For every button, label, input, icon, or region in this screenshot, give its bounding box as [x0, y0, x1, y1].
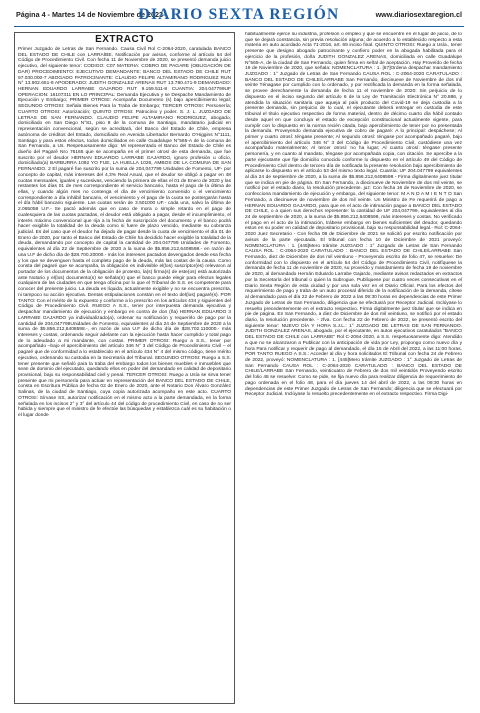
notice-column-right — [243, 32, 464, 704]
notice-heading: EXTRACTO — [95, 34, 154, 45]
notice-body-left: Primer Juzgado de Letras de San Fernando. Causa Civil Rol C-2064-2020, caratulada BANCO DEL ESTADO DE CHILE con LARRAÍBE. Notificación por avisos, conforme al artículo 54 del Código de Procedimiento Civil. Con fecha 11 de Noviembre de 2020, se presentó demanda juicio ejecutivo, del siguiente tenor: CODIGO: C07 MATERIA: COBRO DE PAGARE (OBLIGACIÓN DE DAR) PROCEDIMIENTO: EJECUTIVO DEMANDANTE: BANCO DEL ESTADO DE CHILE RUT 97.030.000-7 ABOGADO PATROCINANTE: CLAUDIO FELIPE ALTAMIRANO RODRIGUEZ RUN N° 13.902.651-9 APODERADO: JUDITH GONZALEZ ARENAS RUT 13.780.471-9 DEMANDADO: HERNAN EDUARDO LARRABE GAJARDO RUT 9.159.511-8 CUANTIA: 204.047799UF OPERACION: 16107311 EN LO PRINCIPAL: Demanda Ejecutiva y se Despache Mandamiento de Ejecución y Embargo; PRIMER OTROSI: Acompaña Documento (s) bajo apercibimiento legal; SEGUNDO OTROSI: Señala Bienes Para la Traba de Embargo; TERCER OTROSI: Personería; CUARTO OTROSI: Autorización; QUINTO OTROSI: Patrocinio y poder. S. J. L. JUZGADO DE LETRAS DE SAN FERNANDO. CLAUDIO FELIPE ALTAMIRANO RODRIGUEZ, abogado, domiciliado en San Diego N°81, piso 8 de la comuna de Santiago, mandatario judicial en representación convencional, según se acreditará, del Banco del Estado de Chile, empresa autónoma de créditos del Estado, domiciliado en Avenida Libertador Bernardo O'Higgins N°1111, Santiago y para estos efectos, todos domiciliados en calle Guadalupe N°565-A de la comuna de San Fernando, a Us. Respetuosamente digo: Mi representado el Banco del Estado de Chile es dueño del Pagaré Nro 76165 que se acompaña en el primer otrosí de esta demanda, que fue suscrito por el deudor HERNAN EDUARDO LARRABE GAJARDO, ignoro profesión u oficio, domiciliado(a) BARBURRA 1092 YO FUE, LA HUELLA 1026, AMBOS DE LA COMUNA DE SAN FERNANDO. 2 El pagaré fue suscrito por la suma de 204,047799 Unidades de Fomento, UF- por concepto de capital, más intereses del 4,3% Real Anual, que el deudor se obligó a pagar en 48 cuotas mensuales, iguales y sucesivas, venciendo la primera de ellas el 01 de Enero de 2020 y las restantes los días 01 de mes correspondiente el servicio bancario, hasta el pago de la última de ellas, y cuando algún mes no contenga el día de vencimiento convenido o el vencimiento correspondiente a día inhábil bancario, el vencimiento y el pago de la cuota se postergarán hasta el día hábil bancario siguiente. Las cuotas serán de 3.501000 UF.- cada una, salvo la última de 2.065058 U.F.- Se pactó además que en caso de mora o simple retardo en el pago de cualesquiera de las cuotas pactadas, el deudor está obligado a pagar, desde el incumplimiento, el interés máximo convencional que rija a la fecha de suscripción del documento y el banco podrá hacer exigible la totalidad de la deuda como si fuere de plazo vencido, mediante su cobranza judicial. Es del caso que el deudor ha dejado de pagar desde la cuota de vencimiento el día 01 de Enero de 2020, por tanto el Banco del Estado de Chile ha decidido hacer exigible la totalidad de la deuda, demandando por concepto de capital la cantidad de 204.047799 Unidades de Fomento, equivalentes al día 22 de Septiembre de 2020 a la suma de $5.856.212,6408598.- en razón de una U.F de dicho día de $28.700.20000.- más los intereses pactados devengados desde esa fecha y los que se devenguen hasta el completo pago de la deuda, más las costas de la causa. Como consta del pagaré que se acompaña, la obligación es indivisible el(los) suscriptor(es) relevaron al portador de los documentos de la obligación de protesto, la(s) firma(s) de este(os) está autorizada ante Notario y el(los) documento(s) se señala(n) que el banco puede elegir para efectos legales cualquiera de las ciudades en que tenga oficina por lo que el Tribunal de S.S. es competente para conocer del presente juicio. La deuda es líquida, actualmente exigible y no se encuentra prescrita, ni tampoco su acción ejecutiva. Dentas estipulaciones constan en el texto del(los) pagaré(s). POR TANTO: Con el mérito de lo expuesto y conforme a lo prescrito en los artículos 434 y siguientes del Código de Procedimiento Civil. RUEGO A S.S., tener por interpuesta demanda ejecutiva y despachar mandamiento de ejecución y embargo en contra de don (ña) HERNAN EDUARDO 3 LARRABE GAJARDO ya individualizado(a), ordenar su notificación y requerirlo de pago por la cantidad de 204,047799Unidades de Fomento, equivalentes al día 24 de Septiembre de 2020 a la suma de $5.856.212,6408598.-, en razón de una U.F de dicho día de $28.702.110000.- más intereses y costas, ordenando seguir adelante con la ejecución hasta hacer cumplido y total pago de lo adeudado a mi mandante, con costas. PRIMER OTROSI: Ruego a S.S., tener por acompañado –bajo el apercibimiento del artículo 346 N° 3 del Código de Procedimiento Civil – el pagaré que de conformidad a lo establecido en el artículo 434 N° 4 del mismo código, tiene mérito ejecutivo, ordenando su custodia en la Secretaría del Tribunal. SEGUNDO OTROSI: Ruego a S.S. tener presente que señaló para la traba del embargo todos los bienes muebles e inmuebles que sean de dominio del ejecutado, quedando ellos en poder del demandado en calidad de depositario provisional, bajo su responsabilidad civil y penal. TERCER OTROSI: Ruego a Usía se sirva tener presente que mi personería para actuar en representación del BANCO DEL ESTADO DE CHILE, consta en Escritura Pública de fecha 02 de Enero de 2020, ante el Notario Don Álvaro González Salinas, de la ciudad de Santiago, cuya copia autorizada acompaño en este acto. CUARTO OTROSI: Sírvase SS, autorizar notificación en el mismo acto a la parte demandada, en la forma señalada en los incisos 2° y 3° del artículo 44 del código de procedimiento Civil, en caso de no ser habida y siempre que el ministro de fe efectúe las búsquedas y establezca cuál es su habitación o el lugar donde — [18, 47, 232, 418]
notice-column-left — [14, 32, 235, 704]
notice-body-right: habitualmente ejerce su industria, profesión o empleo y que se encuentre en el lugar de juicio, de lo que se dejará constancia, sin previa resolución alguna; de acuerdo a lo establecido respecto a esta materia en auto acordado Acta 71-2016, art. 69 inciso final. QUINTO OTROSI: Ruego a Usía., tener presente que designo abogado patrocinante y confiero poder en la abogada habilitada para el ejercicio de la profesión, doña JUDITH GONZALEZ ARENAS, domiciliada en calle Guadalupe N°565-A, de la ciudad de San Fernando, quien firma en señal de aceptación. Hay Proveído de fecha 19 de Noviembre de 2020, que señala: NOMENCLATURA : 1. [67]Ordena despachar mandamiento JUZGADO : 1° Juzgado de Letras de San Fernando CAUSA ROL : C-2064-2020 CARATULADO : BANCO DEL ESTADO DE CHILE/LARRABE San Fernando, diecinueve de Noviembre de dos mil veinte Ténagase por cumplido con lo ordenado, y por rectificada la demanda en la forma señalada, se provee derechamente la demanda de fecha 11 el noviembre de 2020: Sin perjuicio de lo dispuesto en el inciso segundo del artículo 6 de la Ley de Tramitación Electrónica N° 20.886, y atendida la situación sanitaria que aqueja al país producto del Covid-19 se deja custodia a la presente demanda, sin perjuicio de lo cual, el ejecutante deberá entregar en custodia de este tribunal el título ejecutivo respectivo de forma material, dentro de décimo cuarto día hábil contado desde aquel en que concluya el estado de excepción constitucional actualmente vigente, para cumplir con lo dispuesto en la norma recién citada, bajo apercibimiento de tener por no presentada la demanda. Proveyendo demanda ejecutiva de cobro de pagaré: A lo principal: despáchese; Al primer y cuarto otrosí: téngase presente; Al segundo otrosí: téngase por acompañado pagaré, bajo el apercibimiento del artículo 346 N° 3 del Código de Procedimiento Civil, custódiese una vez acompañado materialmente; Al tercer otrosí: no ha lugar; Al cuarto otrosí: téngase presente personería, y en cuanto al mandato, téngase por acompañada copia, con citación. Se apercibe a la parte ejecutante que fije domicilio conocido conforme lo dispuesto en el artículo 49 del Código de Procedimiento Civil dentro de tercero día de notificada la presente resolución bajo apercibimiento de aplicarse lo dispuesto en el artículo 53 del mismo texto legal. Cuantía: UF 204.047799 equivalentes al día 24 de septiembre de 2020, a la suma de $5.856.212,6408598 - Firma digitalmente juez titular que se indica en pie de página. En San Fernando, a diecinueve de Noviembre de dos mil veinte, se notificó por el estado diario, la resolución precedente. juz: Con fecha 16 de Noviembre de 2020, se confecciona mandamiento de ejecución y embargo, del siguiente tenor: M A N D A M I E N T O San Fernando, a diecinueve de noviembre de dos mil veinte. Un Ministro de Fe requerirá de pago a HERNAN EDUARDO GAJARDO, para que en el acto de intimación pague a BANCO DEL ESTADO DE CHILE, o a quien sus derechos represente: la cantidad de UF 204,047799, equivalentes al día 24 de septiembre de 2020, a la suma de $5.856.212,6408598, más intereses y costas. No verificado el pago en el acto de la intimación, trábese embargo en bienes suficientes del deudor, quedando estos en su poder en calidad de depositario provisional, bajo su responsabilidad legal.- Rol: C-2064-2020 Juez Secretario - Con fecha 08 de Diciembre de 2021 se solicitó por escrito notificación por avisos de la parte ejecutada. El tribunal con fecha 10 de Diciembre de 2021 proveyó: NOMENCLATURA : 1. [445]Mero trámite JUZGADO : 1° Juzgado de Letras de San Fernando CAUSA ROL : C-2064-2020 CARATULADO : BANCO DEL ESTADO DE CHILE/LARRABE San Fernando, diez de Diciembre de dos mil veintiuno - Proveyendo escrito de folio 47, se resuelve: De conformidad con lo dispuesto en el artículo 54 del Código de Procedimiento Civil, notifíquese la demanda de fecha 11 de noviembre de 2020, su proveído y mandamiento de fecha 19 de noviembre de 2020, al demandado Hernán Eduardo Larrabe Gajardo, mediante avisos redactados en extractos por la Secretaría del tribunal o quien la Subrogue. Publíquese por cuatro veces consecutivas en el Diario Sexta Región de esta ciudad y por una sola vez en el Diario Oficial. Para los efectos del requerimiento de pago y traba de un auto procesal diferido de la notificación de la demanda, cítese al demandado para el día 22 de Febrero de 2022 a las 09:30 horas en dependencias de este Primer Juzgado de Letras de San Fernando, diligencia que se efectuará por Receptor Judicial. Inclúyase lo resuelto precedentemente en el extracto respectivo. Firma digitalmente juez titular que se indica en pie de página. En San Fernando, a diez de Diciembre de dos mil veintiuno, se notificó por el estado diario, la resolución precedente. - zfva. Con fecha 22 de Febrero de 2022, se presentó escrito del siguiente tenor: NUEVO DÍA Y HORA S.J.L.: 1° JUZGADO DE LETRAS DE SAN FERNANDO. JUDITH GONZALEZ ARENAS, abogado, por el ejecutante, en autos ejecutivos caratulados "BANCO DEL ESTADO DE CHILE con LARRABE" Rol C-2064-2020, a S.S. respetuosamente digo: Atendido a que no se alcanzaron a Publicar con la anticipación de vida por Ley, propongo como nuevo día y hora Para notificar y requerir de pago al demandado, el día 15 de Abril del 2022, a las 11:00 horas. POR TANTO RUEGO A S.S.: Acceder al día y hora solicitados El Tribunal con fecha 24 de Febrero de 2022, proveyó: NOMENCLATURA : 1. [445]Mero trámite JUZGADO : 1° Juzgado de Letras de San Fernando CAUSA ROL : C-2064-2020 CARATULADO : BANCO DEL ESTADO DE CHILE/LARRABE San Fernando, veinticuatro de Febrero de dos mil veintidós Proveyendo escrito del folio 48 se resuelve: Como se pide, se fija nuevo día para realizar diligencia de requerimiento de pago ordenada en el folio 48, para el día jueves 14 del abril de 2022, a las 09:30 horas en dependencias de este Primer Juzgado de Letras de San Fernando; diligencia que se efectuará por Receptor Judicial. Inclúyase lo resuelto precedentemente en el extracto respectivo. Firma Digi- — [245, 32, 462, 398]
page-date: Página 4 - Martes 14 de Noviembre de 2023 — [16, 10, 164, 19]
website-link[interactable]: www.diariosextaregion.cl — [375, 10, 462, 19]
legal-notice — [14, 32, 464, 704]
newspaper-name: DIARIO SEXTA REGIÓN — [138, 6, 340, 23]
masthead — [14, 6, 464, 27]
